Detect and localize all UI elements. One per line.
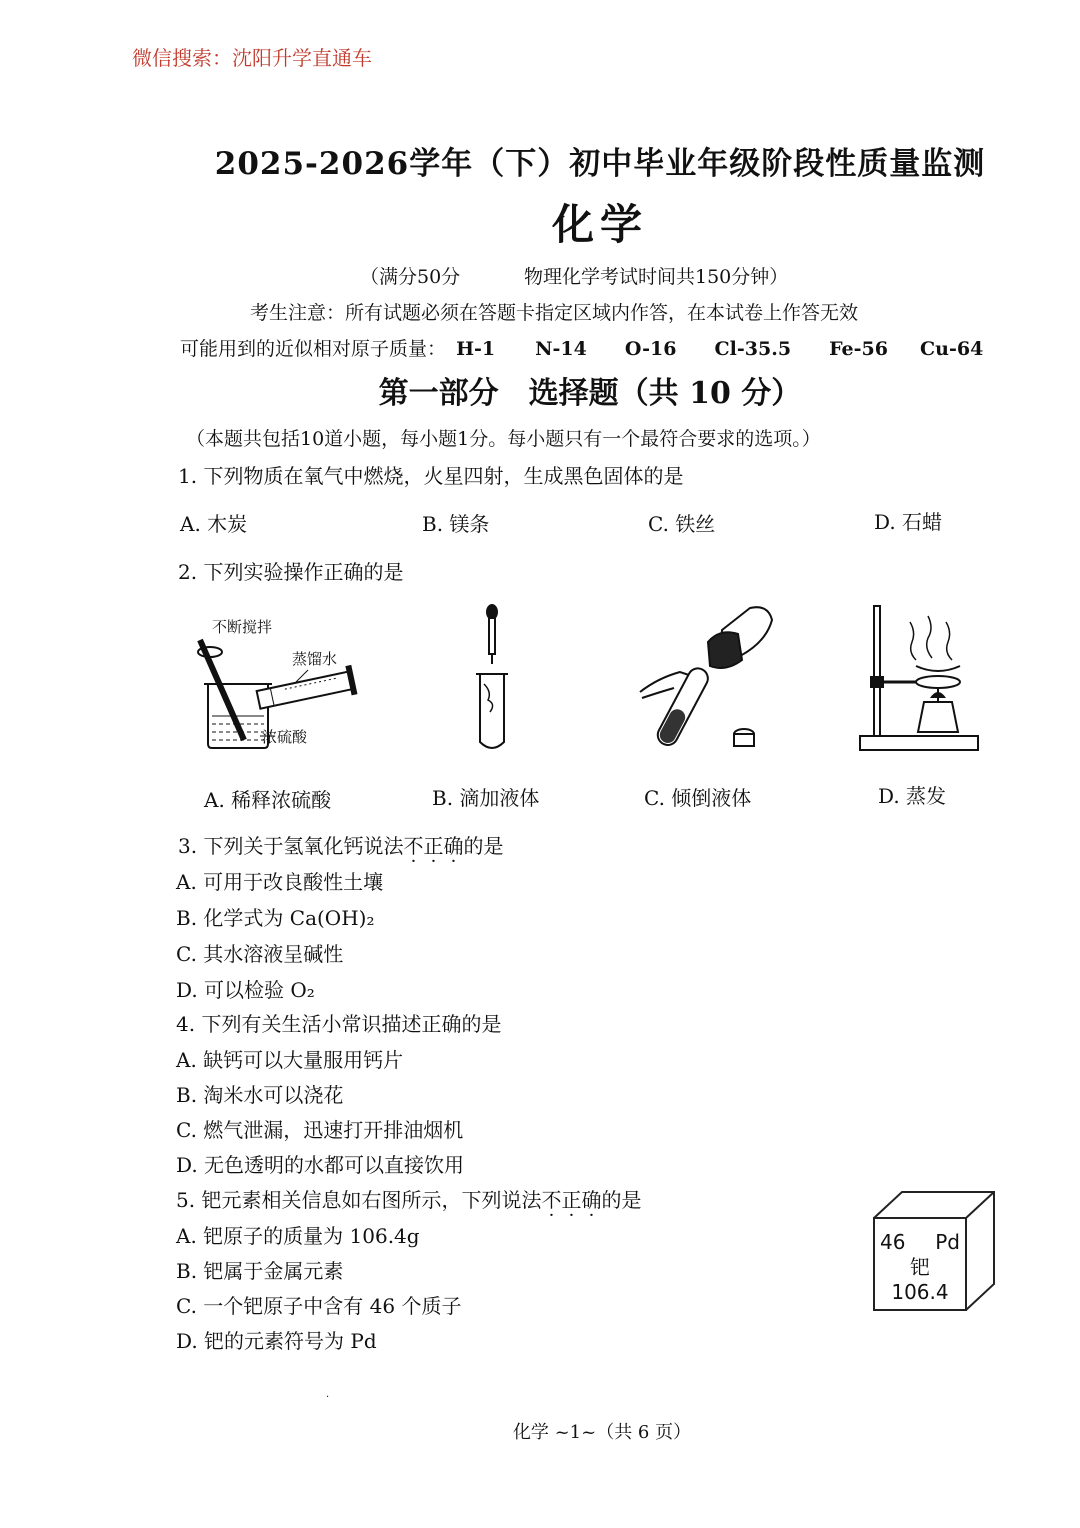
- exam-title: 2025-2026学年（下）初中毕业年级阶段性质量监测: [214, 146, 986, 182]
- figure-c-pouring: [630, 600, 780, 756]
- section-instruction: （本题共包括10道小题，每小题1分。每小题只有一个最符合要求的选项。）: [186, 428, 821, 450]
- label-concentrated-acid: 浓硫酸: [262, 728, 308, 746]
- q5-option-c: C. 一个钯原子中含有 46 个质子: [176, 1294, 462, 1318]
- q5-stem-pre: 5. 钯元素相关信息如右图所示，下列说法: [176, 1188, 542, 1212]
- q3-emphasis-3: 确: [443, 834, 464, 858]
- q4-option-d: D. 无色透明的水都可以直接饮用: [176, 1153, 465, 1177]
- q1-option-a: A. 木炭: [180, 512, 248, 536]
- q1-option-d: D. 石蜡: [874, 510, 943, 534]
- atomic-mass-cl: Cl-35.5: [714, 338, 792, 360]
- q3-option-b: B. 化学式为 Ca(OH)₂: [176, 906, 375, 930]
- q5-option-d: D. 钯的元素符号为 Pd: [176, 1329, 377, 1353]
- q3-option-a: A. 可用于改良酸性土壤: [176, 870, 384, 894]
- q3-emphasis-1: 不: [403, 834, 424, 858]
- element-atomic-mass: 106.4: [891, 1280, 949, 1304]
- atomic-mass-o: O-16: [624, 338, 677, 360]
- q5-emphasis-2: 正: [561, 1188, 582, 1212]
- q5-emphasis-3: 确: [581, 1188, 602, 1212]
- time-info: 物理化学考试时间共150分钟）: [524, 266, 789, 288]
- q2-caption-b: B. 滴加液体: [432, 786, 540, 810]
- q5-option-a: A. 钯原子的质量为 106.4g: [176, 1224, 420, 1248]
- atomic-mass-h: H-1: [456, 338, 496, 360]
- figure-d-evaporation: [856, 602, 980, 756]
- q4-option-b: B. 淘米水可以浇花: [176, 1083, 344, 1107]
- q5-emphasis-1: 不: [541, 1188, 562, 1212]
- q3-stem-post: 的是: [463, 834, 504, 858]
- atomic-mass-n: N-14: [535, 338, 587, 360]
- page-footer: 化学 ~1~（共 6 页）: [512, 1422, 692, 1443]
- element-symbol: Pd: [935, 1230, 960, 1254]
- q3-option-c: C. 其水溶液呈碱性: [176, 942, 344, 966]
- notice: 考生注意：所有试题必须在答题卡指定区域内作答，在本试卷上作答无效: [250, 302, 859, 324]
- q3-stem: [178, 830, 503, 859]
- q3-stem-pre: 3. 下列关于氢氧化钙说法: [178, 834, 404, 858]
- atomic-mass-label: 可能用到的近似相对原子质量：: [180, 338, 447, 360]
- subject-title: 化学: [551, 200, 648, 249]
- q2-caption-d: D. 蒸发: [878, 784, 947, 808]
- q1-option-b: B. 镁条: [422, 512, 490, 536]
- q4-option-c: C. 燃气泄漏，迅速打开排油烟机: [176, 1118, 464, 1142]
- q3-emphasis-2: 正: [423, 834, 444, 858]
- watermark-text: 微信搜索：沈阳升学直通车: [132, 46, 372, 70]
- q5-option-b: B. 钯属于金属元素: [176, 1259, 344, 1283]
- atomic-mass-fe: Fe-56: [829, 338, 888, 360]
- q1-option-c: C. 铁丝: [648, 512, 716, 536]
- atomic-mass-cu: Cu-64: [920, 338, 984, 360]
- q2-caption-c: C. 倾倒液体: [644, 786, 752, 810]
- element-name: 钯: [910, 1255, 930, 1279]
- label-distilled-water: 蒸馏水: [292, 650, 338, 668]
- q1-stem: 1. 下列物质在氧气中燃烧，火星四射，生成黑色固体的是: [178, 464, 684, 488]
- q5-stem: [176, 1184, 641, 1213]
- q4-stem: 4. 下列有关生活小常识描述正确的是: [176, 1012, 502, 1036]
- section-title: 第一部分 选择题（共 10 分）: [378, 376, 802, 411]
- figure-b-dropper: [462, 600, 522, 756]
- q4-option-a: A. 缺钙可以大量服用钙片: [176, 1048, 404, 1072]
- element-atomic-number: 46: [880, 1230, 906, 1254]
- element-card: [880, 1230, 960, 1305]
- atomic-mass-row: [180, 334, 983, 361]
- q3-option-d: D. 可以检验 O₂: [176, 978, 315, 1002]
- stray-dot: ·: [326, 1392, 330, 1403]
- q5-stem-post: 的是: [601, 1188, 642, 1212]
- label-stir: 不断搅拌: [212, 618, 273, 636]
- q2-caption-a: A. 稀释浓硫酸: [204, 788, 332, 812]
- q2-stem: 2. 下列实验操作正确的是: [178, 560, 404, 584]
- score-info: （满分50分: [360, 266, 461, 288]
